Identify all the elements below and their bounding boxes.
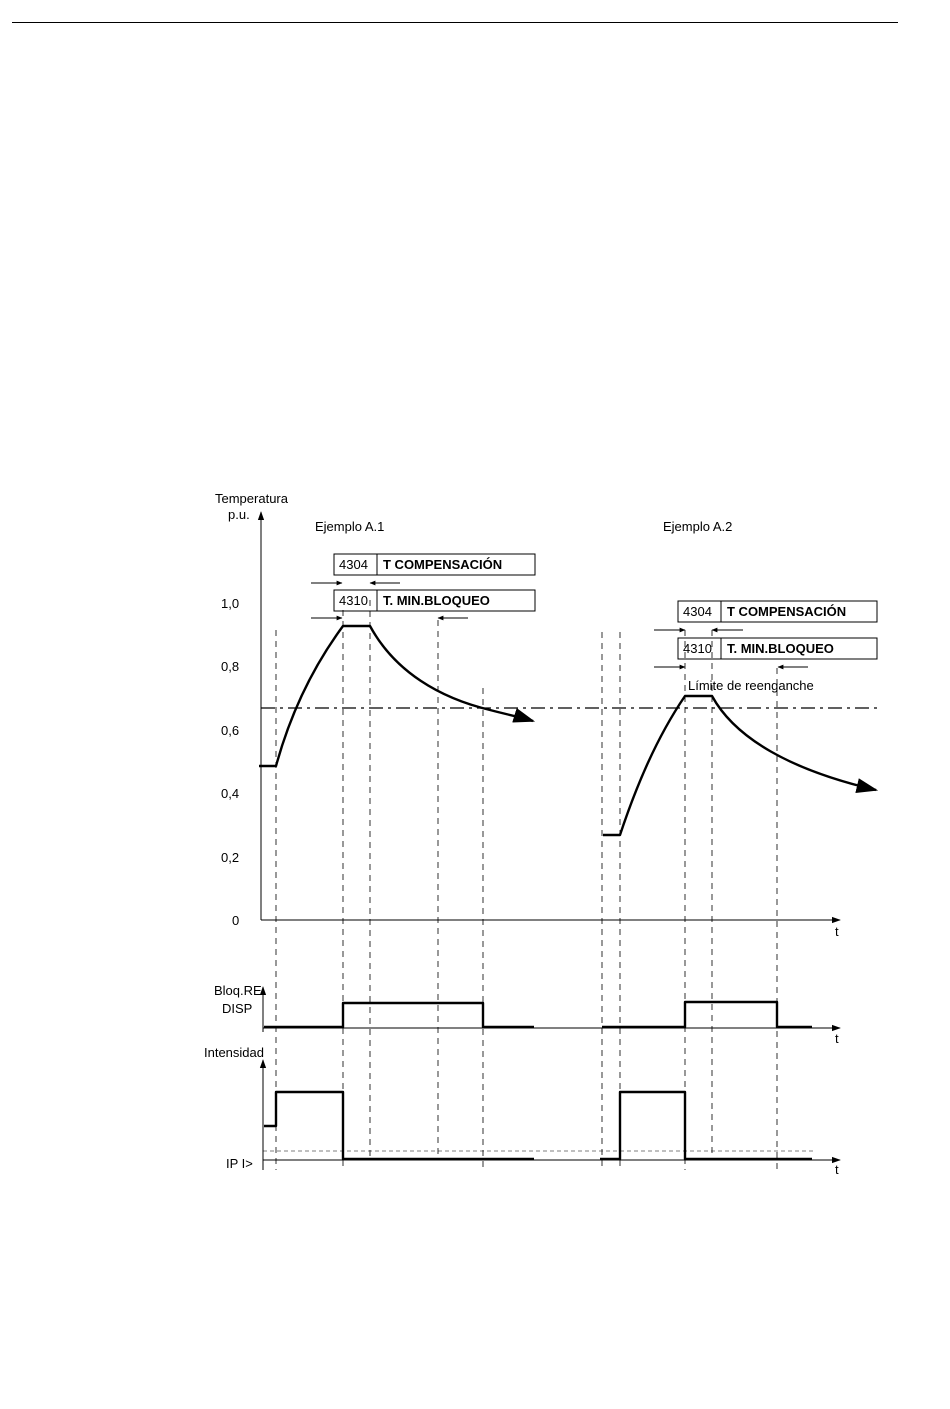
y-tick-0-4: 0,4 <box>221 786 240 801</box>
pickup-label: IP I> <box>226 1156 253 1171</box>
param-box-4304-a1 <box>334 554 535 575</box>
current-signal-a1 <box>264 1092 534 1159</box>
param-code-4310-a2: 4310 <box>683 641 712 656</box>
y-tick-0: 0 <box>232 913 240 928</box>
param-box-4310-a1 <box>334 590 535 611</box>
temperature-axis-unit: p.u. <box>228 507 250 522</box>
bloq-time-label: t <box>835 1031 839 1046</box>
current-label: Intensidad <box>204 1045 264 1060</box>
bloq-signal-a2 <box>602 1002 812 1027</box>
current-signal-a2 <box>600 1092 812 1159</box>
param-code-4304-a1: 4304 <box>339 557 368 572</box>
param-name-compensacion-a2: T COMPENSACIÓN <box>727 604 847 619</box>
y-tick-1-0: 1,0 <box>221 596 240 611</box>
disp-label: DISP <box>222 1001 253 1016</box>
reclose-limit-label: Límite de reenganche <box>688 678 814 693</box>
temperature-axis-label: Temperatura <box>215 491 288 506</box>
param-code-4310-a1: 4310 <box>339 593 368 608</box>
param-box-4304-a2 <box>678 601 877 622</box>
temperature-curve-a2 <box>603 696 876 835</box>
bloq-label: Bloq.RE <box>214 983 262 998</box>
bloq-signal-a1 <box>264 1003 534 1027</box>
param-name-bloqueo-a1: T. MIN.BLOQUEO <box>383 593 490 608</box>
y-tick-0-8: 0,8 <box>221 659 240 674</box>
y-tick-0-6: 0,6 <box>221 723 240 738</box>
param-code-4304-a2: 4304 <box>683 604 712 619</box>
param-box-4310-a2 <box>678 638 877 659</box>
param-name-bloqueo-a2: T. MIN.BLOQUEO <box>727 641 834 656</box>
param-name-compensacion-a1: T COMPENSACIÓN <box>383 557 503 572</box>
example-a2-title: Ejemplo A.2 <box>663 519 733 534</box>
y-tick-0-2: 0,2 <box>221 850 240 865</box>
temperature-curve-a1 <box>259 626 533 766</box>
example-a1-title: Ejemplo A.1 <box>315 519 385 534</box>
current-time-label: t <box>835 1162 839 1177</box>
temperature-time-label: t <box>835 924 839 939</box>
